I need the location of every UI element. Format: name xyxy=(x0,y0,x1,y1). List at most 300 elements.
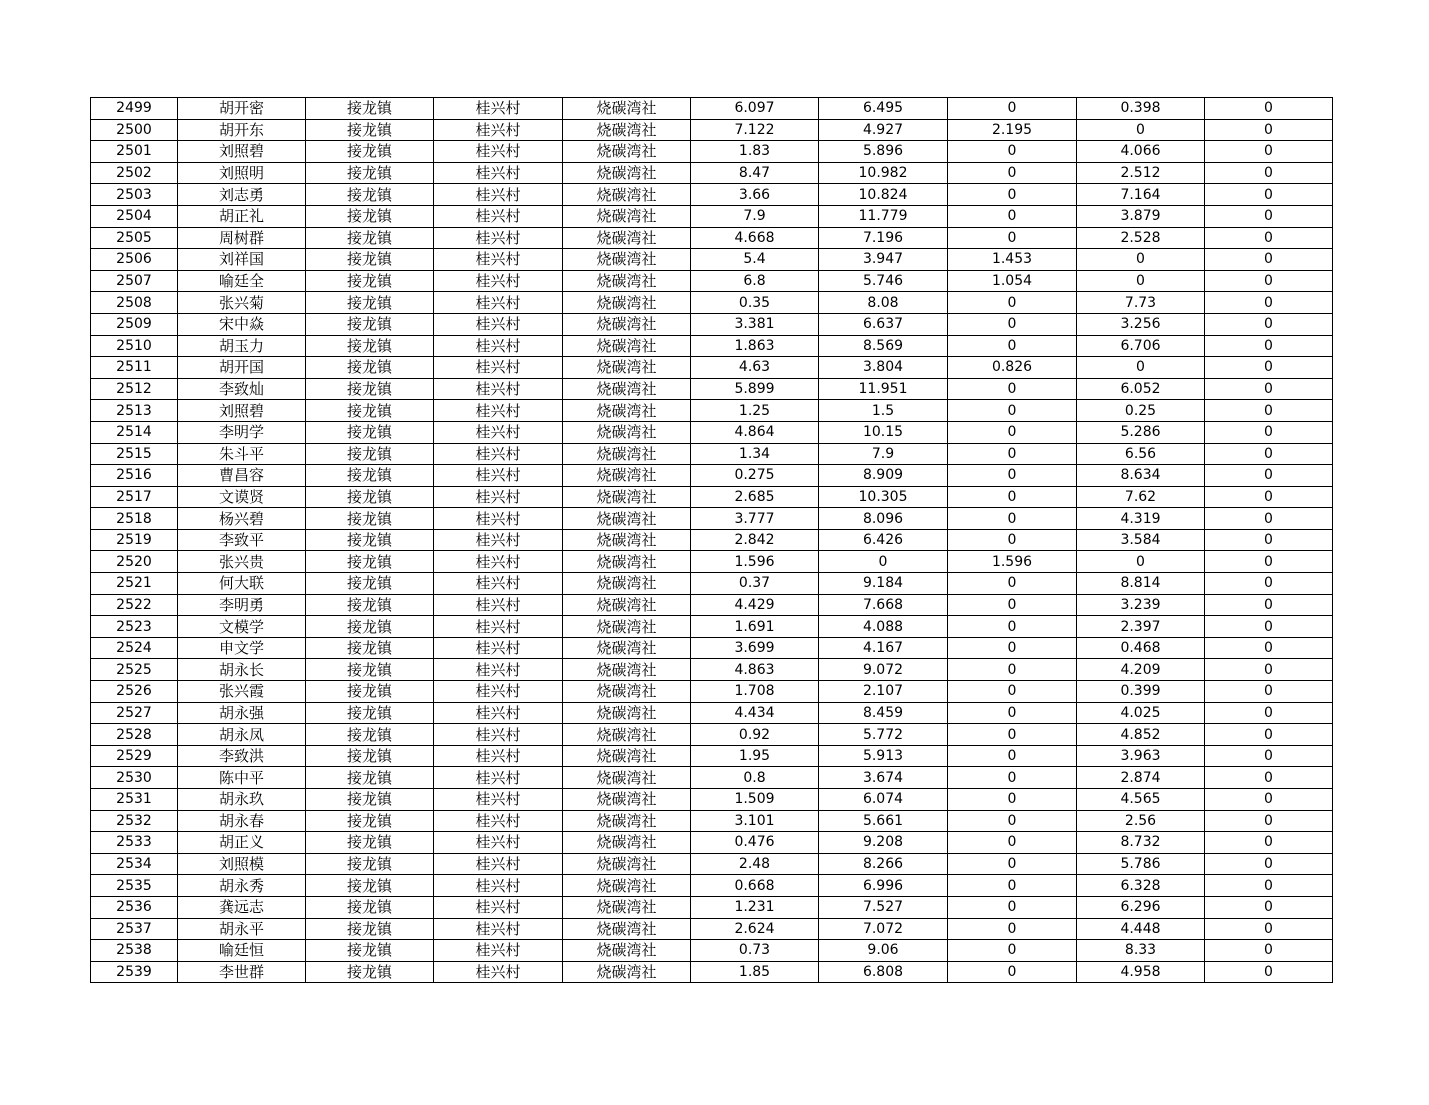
name-cell: 张兴菊 xyxy=(178,292,306,314)
town-cell: 接龙镇 xyxy=(306,551,434,573)
village-cell: 桂兴村 xyxy=(434,292,563,314)
name-cell: 胡永春 xyxy=(178,810,306,832)
table-row xyxy=(91,853,1333,875)
value-e-cell: 0 xyxy=(1205,767,1333,789)
table-row xyxy=(91,98,1333,120)
town-cell: 接龙镇 xyxy=(306,853,434,875)
value-e-cell: 0 xyxy=(1205,184,1333,206)
value-a-cell: 1.25 xyxy=(691,400,819,422)
table-row xyxy=(91,335,1333,357)
value-c-cell: 2.195 xyxy=(948,119,1077,141)
table-row xyxy=(91,702,1333,724)
village-cell: 桂兴村 xyxy=(434,421,563,443)
group-cell: 烧碳湾社 xyxy=(563,98,691,120)
village-cell: 桂兴村 xyxy=(434,637,563,659)
value-c-cell: 0 xyxy=(948,141,1077,163)
town-cell: 接龙镇 xyxy=(306,767,434,789)
row-number-cell: 2513 xyxy=(91,400,178,422)
value-e-cell: 0 xyxy=(1205,875,1333,897)
town-cell: 接龙镇 xyxy=(306,789,434,811)
value-d-cell: 0 xyxy=(1077,119,1205,141)
value-a-cell: 4.863 xyxy=(691,659,819,681)
village-cell: 桂兴村 xyxy=(434,184,563,206)
value-a-cell: 0.73 xyxy=(691,940,819,962)
name-cell: 刘志勇 xyxy=(178,184,306,206)
village-cell: 桂兴村 xyxy=(434,940,563,962)
value-d-cell: 4.066 xyxy=(1077,141,1205,163)
row-number-cell: 2533 xyxy=(91,832,178,854)
name-cell: 李明勇 xyxy=(178,594,306,616)
group-cell: 烧碳湾社 xyxy=(563,486,691,508)
row-number-cell: 2514 xyxy=(91,421,178,443)
value-b-cell: 8.266 xyxy=(819,853,948,875)
value-e-cell: 0 xyxy=(1205,789,1333,811)
group-cell: 烧碳湾社 xyxy=(563,141,691,163)
value-a-cell: 8.47 xyxy=(691,162,819,184)
value-b-cell: 8.569 xyxy=(819,335,948,357)
town-cell: 接龙镇 xyxy=(306,443,434,465)
village-cell: 桂兴村 xyxy=(434,702,563,724)
group-cell: 烧碳湾社 xyxy=(563,400,691,422)
name-cell: 宋中焱 xyxy=(178,313,306,335)
value-a-cell: 4.63 xyxy=(691,357,819,379)
name-cell: 胡永玖 xyxy=(178,789,306,811)
name-cell: 胡正礼 xyxy=(178,205,306,227)
value-d-cell: 0 xyxy=(1077,249,1205,271)
table-row xyxy=(91,918,1333,940)
group-cell: 烧碳湾社 xyxy=(563,529,691,551)
value-e-cell: 0 xyxy=(1205,205,1333,227)
village-cell: 桂兴村 xyxy=(434,378,563,400)
value-e-cell: 0 xyxy=(1205,357,1333,379)
table-row xyxy=(91,767,1333,789)
value-a-cell: 7.122 xyxy=(691,119,819,141)
value-c-cell: 0 xyxy=(948,659,1077,681)
name-cell: 李致洪 xyxy=(178,745,306,767)
group-cell: 烧碳湾社 xyxy=(563,378,691,400)
table-row xyxy=(91,205,1333,227)
row-number-cell: 2502 xyxy=(91,162,178,184)
row-number-cell: 2524 xyxy=(91,637,178,659)
town-cell: 接龙镇 xyxy=(306,594,434,616)
name-cell: 李致灿 xyxy=(178,378,306,400)
value-e-cell: 0 xyxy=(1205,832,1333,854)
table-row xyxy=(91,875,1333,897)
value-c-cell: 0 xyxy=(948,162,1077,184)
row-number-cell: 2516 xyxy=(91,465,178,487)
town-cell: 接龙镇 xyxy=(306,832,434,854)
row-number-cell: 2531 xyxy=(91,789,178,811)
name-cell: 胡正义 xyxy=(178,832,306,854)
row-number-cell: 2499 xyxy=(91,98,178,120)
value-b-cell: 6.074 xyxy=(819,789,948,811)
row-number-cell: 2517 xyxy=(91,486,178,508)
value-a-cell: 1.95 xyxy=(691,745,819,767)
value-c-cell: 0 xyxy=(948,637,1077,659)
value-d-cell: 8.33 xyxy=(1077,940,1205,962)
group-cell: 烧碳湾社 xyxy=(563,767,691,789)
value-e-cell: 0 xyxy=(1205,896,1333,918)
table-row xyxy=(91,529,1333,551)
value-c-cell: 0 xyxy=(948,594,1077,616)
table-row xyxy=(91,465,1333,487)
group-cell: 烧碳湾社 xyxy=(563,508,691,530)
value-e-cell: 0 xyxy=(1205,659,1333,681)
row-number-cell: 2532 xyxy=(91,810,178,832)
village-cell: 桂兴村 xyxy=(434,810,563,832)
value-a-cell: 2.685 xyxy=(691,486,819,508)
group-cell: 烧碳湾社 xyxy=(563,249,691,271)
value-a-cell: 1.509 xyxy=(691,789,819,811)
value-c-cell: 0 xyxy=(948,443,1077,465)
value-a-cell: 3.66 xyxy=(691,184,819,206)
value-b-cell: 7.072 xyxy=(819,918,948,940)
group-cell: 烧碳湾社 xyxy=(563,594,691,616)
value-b-cell: 7.668 xyxy=(819,594,948,616)
table-row xyxy=(91,249,1333,271)
value-a-cell: 4.434 xyxy=(691,702,819,724)
name-cell: 刘照碧 xyxy=(178,141,306,163)
group-cell: 烧碳湾社 xyxy=(563,918,691,940)
value-d-cell: 7.164 xyxy=(1077,184,1205,206)
value-c-cell: 0 xyxy=(948,853,1077,875)
name-cell: 文谟贤 xyxy=(178,486,306,508)
value-a-cell: 5.4 xyxy=(691,249,819,271)
value-b-cell: 9.208 xyxy=(819,832,948,854)
value-d-cell: 2.874 xyxy=(1077,767,1205,789)
town-cell: 接龙镇 xyxy=(306,637,434,659)
value-c-cell: 0 xyxy=(948,227,1077,249)
village-cell: 桂兴村 xyxy=(434,357,563,379)
value-e-cell: 0 xyxy=(1205,681,1333,703)
value-e-cell: 0 xyxy=(1205,745,1333,767)
value-a-cell: 0.8 xyxy=(691,767,819,789)
value-e-cell: 0 xyxy=(1205,98,1333,120)
value-d-cell: 2.528 xyxy=(1077,227,1205,249)
table-row xyxy=(91,270,1333,292)
group-cell: 烧碳湾社 xyxy=(563,659,691,681)
value-e-cell: 0 xyxy=(1205,313,1333,335)
town-cell: 接龙镇 xyxy=(306,702,434,724)
village-cell: 桂兴村 xyxy=(434,767,563,789)
value-b-cell: 5.772 xyxy=(819,724,948,746)
value-e-cell: 0 xyxy=(1205,853,1333,875)
row-number-cell: 2522 xyxy=(91,594,178,616)
value-a-cell: 4.864 xyxy=(691,421,819,443)
value-d-cell: 2.512 xyxy=(1077,162,1205,184)
value-b-cell: 4.167 xyxy=(819,637,948,659)
value-d-cell: 6.56 xyxy=(1077,443,1205,465)
town-cell: 接龙镇 xyxy=(306,162,434,184)
name-cell: 张兴霞 xyxy=(178,681,306,703)
town-cell: 接龙镇 xyxy=(306,681,434,703)
value-a-cell: 5.899 xyxy=(691,378,819,400)
value-b-cell: 8.459 xyxy=(819,702,948,724)
village-cell: 桂兴村 xyxy=(434,400,563,422)
value-a-cell: 0.476 xyxy=(691,832,819,854)
village-cell: 桂兴村 xyxy=(434,681,563,703)
value-c-cell: 0 xyxy=(948,810,1077,832)
value-d-cell: 0 xyxy=(1077,357,1205,379)
group-cell: 烧碳湾社 xyxy=(563,465,691,487)
town-cell: 接龙镇 xyxy=(306,875,434,897)
group-cell: 烧碳湾社 xyxy=(563,810,691,832)
table-row xyxy=(91,637,1333,659)
value-e-cell: 0 xyxy=(1205,421,1333,443)
name-cell: 胡玉力 xyxy=(178,335,306,357)
value-e-cell: 0 xyxy=(1205,918,1333,940)
value-b-cell: 9.072 xyxy=(819,659,948,681)
value-a-cell: 1.596 xyxy=(691,551,819,573)
value-b-cell: 9.184 xyxy=(819,573,948,595)
value-a-cell: 1.231 xyxy=(691,896,819,918)
row-number-cell: 2536 xyxy=(91,896,178,918)
group-cell: 烧碳湾社 xyxy=(563,573,691,595)
town-cell: 接龙镇 xyxy=(306,745,434,767)
row-number-cell: 2529 xyxy=(91,745,178,767)
row-number-cell: 2511 xyxy=(91,357,178,379)
table-row xyxy=(91,789,1333,811)
group-cell: 烧碳湾社 xyxy=(563,551,691,573)
table-row xyxy=(91,378,1333,400)
village-cell: 桂兴村 xyxy=(434,573,563,595)
value-e-cell: 0 xyxy=(1205,292,1333,314)
value-c-cell: 1.596 xyxy=(948,551,1077,573)
value-a-cell: 2.842 xyxy=(691,529,819,551)
name-cell: 李世群 xyxy=(178,961,306,983)
value-d-cell: 4.448 xyxy=(1077,918,1205,940)
town-cell: 接龙镇 xyxy=(306,98,434,120)
town-cell: 接龙镇 xyxy=(306,378,434,400)
value-e-cell: 0 xyxy=(1205,227,1333,249)
value-c-cell: 0 xyxy=(948,529,1077,551)
value-e-cell: 0 xyxy=(1205,724,1333,746)
value-d-cell: 3.879 xyxy=(1077,205,1205,227)
village-cell: 桂兴村 xyxy=(434,162,563,184)
row-number-cell: 2501 xyxy=(91,141,178,163)
name-cell: 张兴贵 xyxy=(178,551,306,573)
value-a-cell: 6.8 xyxy=(691,270,819,292)
group-cell: 烧碳湾社 xyxy=(563,205,691,227)
name-cell: 喻廷全 xyxy=(178,270,306,292)
name-cell: 文模学 xyxy=(178,616,306,638)
value-d-cell: 0.468 xyxy=(1077,637,1205,659)
table-row xyxy=(91,486,1333,508)
value-e-cell: 0 xyxy=(1205,573,1333,595)
row-number-cell: 2518 xyxy=(91,508,178,530)
value-b-cell: 4.088 xyxy=(819,616,948,638)
value-c-cell: 0 xyxy=(948,896,1077,918)
group-cell: 烧碳湾社 xyxy=(563,875,691,897)
town-cell: 接龙镇 xyxy=(306,659,434,681)
table-row xyxy=(91,681,1333,703)
row-number-cell: 2503 xyxy=(91,184,178,206)
name-cell: 周树群 xyxy=(178,227,306,249)
group-cell: 烧碳湾社 xyxy=(563,789,691,811)
village-cell: 桂兴村 xyxy=(434,875,563,897)
group-cell: 烧碳湾社 xyxy=(563,443,691,465)
value-e-cell: 0 xyxy=(1205,335,1333,357)
town-cell: 接龙镇 xyxy=(306,249,434,271)
town-cell: 接龙镇 xyxy=(306,357,434,379)
town-cell: 接龙镇 xyxy=(306,184,434,206)
village-cell: 桂兴村 xyxy=(434,616,563,638)
value-e-cell: 0 xyxy=(1205,940,1333,962)
table-row xyxy=(91,313,1333,335)
value-d-cell: 6.052 xyxy=(1077,378,1205,400)
table-row xyxy=(91,594,1333,616)
value-a-cell: 0.92 xyxy=(691,724,819,746)
value-b-cell: 8.096 xyxy=(819,508,948,530)
value-d-cell: 4.565 xyxy=(1077,789,1205,811)
village-cell: 桂兴村 xyxy=(434,443,563,465)
value-d-cell: 5.286 xyxy=(1077,421,1205,443)
village-cell: 桂兴村 xyxy=(434,659,563,681)
village-cell: 桂兴村 xyxy=(434,594,563,616)
value-d-cell: 3.256 xyxy=(1077,313,1205,335)
group-cell: 烧碳湾社 xyxy=(563,227,691,249)
table-row xyxy=(91,940,1333,962)
name-cell: 杨兴碧 xyxy=(178,508,306,530)
town-cell: 接龙镇 xyxy=(306,486,434,508)
group-cell: 烧碳湾社 xyxy=(563,853,691,875)
row-number-cell: 2510 xyxy=(91,335,178,357)
value-d-cell: 2.397 xyxy=(1077,616,1205,638)
value-c-cell: 0 xyxy=(948,508,1077,530)
value-b-cell: 0 xyxy=(819,551,948,573)
value-a-cell: 1.691 xyxy=(691,616,819,638)
value-a-cell: 0.35 xyxy=(691,292,819,314)
row-number-cell: 2507 xyxy=(91,270,178,292)
group-cell: 烧碳湾社 xyxy=(563,724,691,746)
row-number-cell: 2509 xyxy=(91,313,178,335)
town-cell: 接龙镇 xyxy=(306,141,434,163)
village-cell: 桂兴村 xyxy=(434,98,563,120)
value-c-cell: 0 xyxy=(948,832,1077,854)
value-a-cell: 4.668 xyxy=(691,227,819,249)
value-e-cell: 0 xyxy=(1205,400,1333,422)
name-cell: 胡永平 xyxy=(178,918,306,940)
value-b-cell: 7.9 xyxy=(819,443,948,465)
row-number-cell: 2521 xyxy=(91,573,178,595)
value-e-cell: 0 xyxy=(1205,249,1333,271)
value-a-cell: 1.83 xyxy=(691,141,819,163)
value-d-cell: 4.958 xyxy=(1077,961,1205,983)
value-c-cell: 1.453 xyxy=(948,249,1077,271)
group-cell: 烧碳湾社 xyxy=(563,184,691,206)
table-row xyxy=(91,141,1333,163)
value-d-cell: 0 xyxy=(1077,270,1205,292)
value-b-cell: 5.661 xyxy=(819,810,948,832)
row-number-cell: 2520 xyxy=(91,551,178,573)
name-cell: 胡开东 xyxy=(178,119,306,141)
row-number-cell: 2500 xyxy=(91,119,178,141)
value-e-cell: 0 xyxy=(1205,486,1333,508)
value-e-cell: 0 xyxy=(1205,702,1333,724)
value-d-cell: 6.296 xyxy=(1077,896,1205,918)
value-c-cell: 0 xyxy=(948,767,1077,789)
village-cell: 桂兴村 xyxy=(434,335,563,357)
table-row xyxy=(91,832,1333,854)
town-cell: 接龙镇 xyxy=(306,810,434,832)
row-number-cell: 2523 xyxy=(91,616,178,638)
value-c-cell: 0 xyxy=(948,681,1077,703)
table-row xyxy=(91,421,1333,443)
value-c-cell: 0 xyxy=(948,875,1077,897)
group-cell: 烧碳湾社 xyxy=(563,961,691,983)
table-row xyxy=(91,357,1333,379)
value-c-cell: 0 xyxy=(948,378,1077,400)
value-d-cell: 4.852 xyxy=(1077,724,1205,746)
value-b-cell: 8.909 xyxy=(819,465,948,487)
value-b-cell: 11.779 xyxy=(819,205,948,227)
value-d-cell: 8.814 xyxy=(1077,573,1205,595)
value-d-cell: 0.399 xyxy=(1077,681,1205,703)
row-number-cell: 2526 xyxy=(91,681,178,703)
village-cell: 桂兴村 xyxy=(434,205,563,227)
town-cell: 接龙镇 xyxy=(306,270,434,292)
group-cell: 烧碳湾社 xyxy=(563,270,691,292)
row-number-cell: 2512 xyxy=(91,378,178,400)
value-d-cell: 8.634 xyxy=(1077,465,1205,487)
town-cell: 接龙镇 xyxy=(306,724,434,746)
group-cell: 烧碳湾社 xyxy=(563,162,691,184)
row-number-cell: 2506 xyxy=(91,249,178,271)
group-cell: 烧碳湾社 xyxy=(563,616,691,638)
value-b-cell: 6.808 xyxy=(819,961,948,983)
value-b-cell: 10.824 xyxy=(819,184,948,206)
group-cell: 烧碳湾社 xyxy=(563,313,691,335)
value-d-cell: 5.786 xyxy=(1077,853,1205,875)
value-b-cell: 7.196 xyxy=(819,227,948,249)
village-cell: 桂兴村 xyxy=(434,896,563,918)
value-e-cell: 0 xyxy=(1205,141,1333,163)
value-a-cell: 3.381 xyxy=(691,313,819,335)
value-e-cell: 0 xyxy=(1205,594,1333,616)
value-c-cell: 0 xyxy=(948,789,1077,811)
town-cell: 接龙镇 xyxy=(306,896,434,918)
village-cell: 桂兴村 xyxy=(434,724,563,746)
name-cell: 刘照明 xyxy=(178,162,306,184)
row-number-cell: 2527 xyxy=(91,702,178,724)
village-cell: 桂兴村 xyxy=(434,853,563,875)
value-c-cell: 0 xyxy=(948,724,1077,746)
value-a-cell: 1.863 xyxy=(691,335,819,357)
value-b-cell: 10.982 xyxy=(819,162,948,184)
town-cell: 接龙镇 xyxy=(306,292,434,314)
table-row xyxy=(91,724,1333,746)
village-cell: 桂兴村 xyxy=(434,529,563,551)
name-cell: 喻廷恒 xyxy=(178,940,306,962)
town-cell: 接龙镇 xyxy=(306,205,434,227)
value-d-cell: 3.239 xyxy=(1077,594,1205,616)
value-b-cell: 11.951 xyxy=(819,378,948,400)
town-cell: 接龙镇 xyxy=(306,918,434,940)
value-a-cell: 0.668 xyxy=(691,875,819,897)
row-number-cell: 2539 xyxy=(91,961,178,983)
value-a-cell: 3.699 xyxy=(691,637,819,659)
row-number-cell: 2537 xyxy=(91,918,178,940)
row-number-cell: 2525 xyxy=(91,659,178,681)
name-cell: 陈中平 xyxy=(178,767,306,789)
value-d-cell: 4.025 xyxy=(1077,702,1205,724)
town-cell: 接龙镇 xyxy=(306,961,434,983)
town-cell: 接龙镇 xyxy=(306,400,434,422)
value-d-cell: 3.963 xyxy=(1077,745,1205,767)
name-cell: 何大联 xyxy=(178,573,306,595)
name-cell: 胡永长 xyxy=(178,659,306,681)
value-d-cell: 7.62 xyxy=(1077,486,1205,508)
